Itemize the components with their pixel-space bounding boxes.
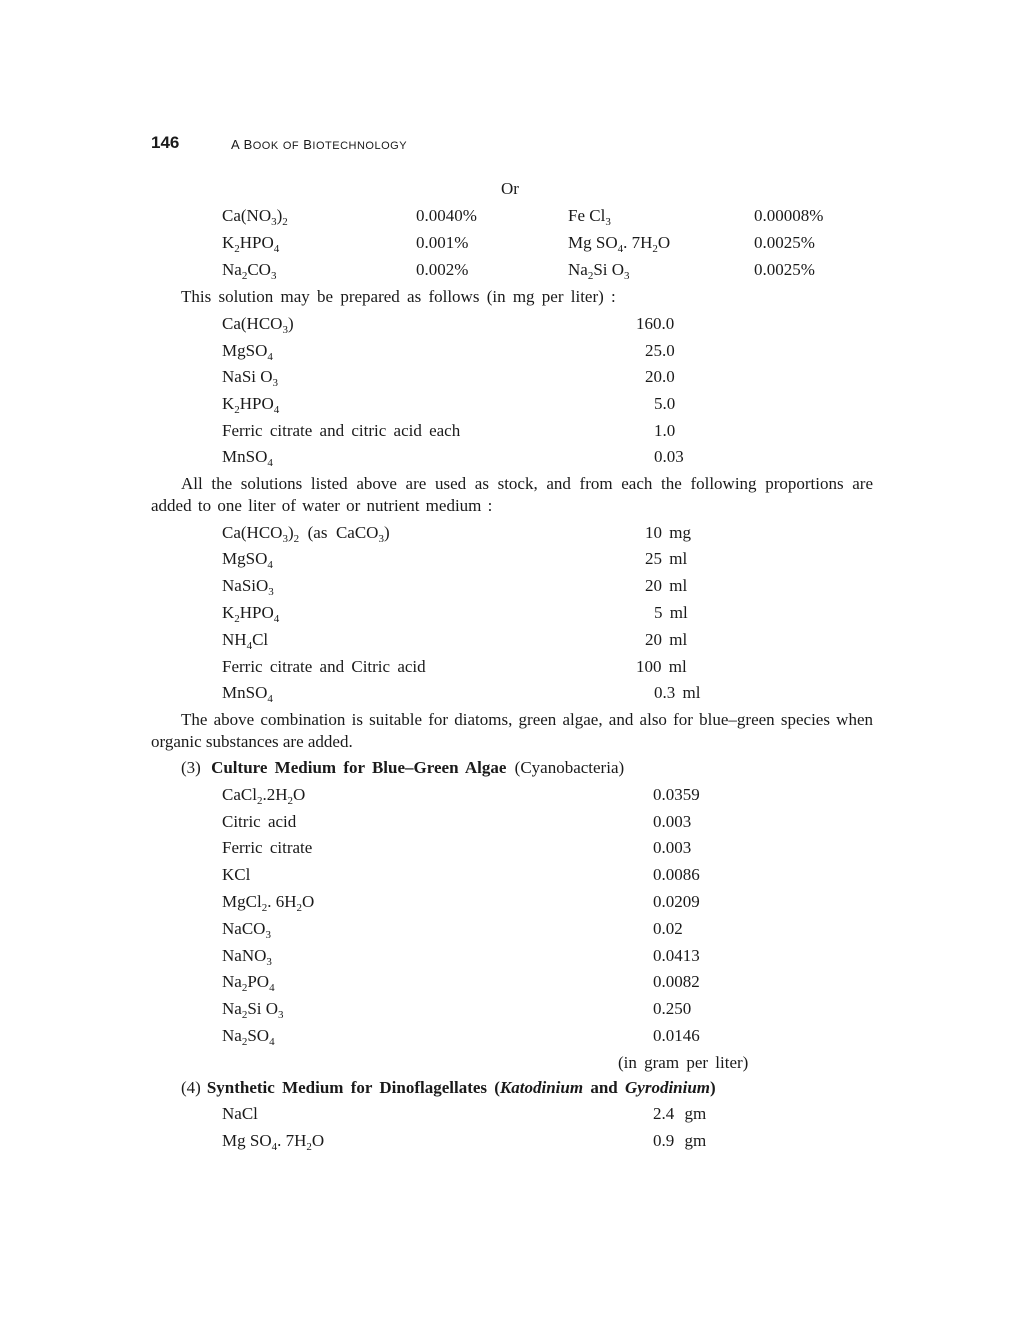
s3-value: 0.0086 xyxy=(653,865,700,884)
chem-nh4cl: $NH_4Cl$ xyxy=(222,630,269,652)
list2-value: 100 ml xyxy=(636,657,687,676)
chem-k2hpo4: $K_2HPO_4$ xyxy=(222,603,280,625)
chem-nasio3: NaSiO$_3$ xyxy=(222,576,274,598)
s3-name: Ferric citrate xyxy=(222,838,313,857)
list2-value: 10 mg xyxy=(645,523,691,542)
section-title: Synthetic Medium for Dinoflagellates ( xyxy=(206,1078,500,1097)
chem-na2sio3: $Na_2Si$ $O_3$ xyxy=(568,260,630,282)
chem-mgso4: MgSO$_4$ xyxy=(222,341,273,363)
section-number: (3) xyxy=(181,758,201,777)
list2-value: 25 ml xyxy=(645,549,688,568)
chem-fecl3: Fe $Cl_3$ xyxy=(568,206,611,228)
s3-value: 0.0413 xyxy=(653,946,700,965)
s3-value: 0.003 xyxy=(653,812,692,831)
list1-value: 160.0 xyxy=(636,314,675,333)
chem-cahco3-as-caco3: $Ca(HCO_3)_2$ (as CaCO$_3$) xyxy=(222,523,390,545)
section-3-heading xyxy=(181,758,624,778)
or-label: Or xyxy=(501,179,519,198)
close-paren: ) xyxy=(710,1078,716,1097)
s3-value: 0.250 xyxy=(653,999,692,1018)
s4-value: 2.4 gm xyxy=(653,1104,707,1123)
s4-value: 0.9 gm xyxy=(653,1131,707,1150)
s3-name: Citric acid xyxy=(222,812,297,831)
list2-value: 5 ml xyxy=(654,603,688,622)
table1-value: 0.00008% xyxy=(754,206,824,225)
chem-naco3: NaCO$_3$ xyxy=(222,919,271,941)
s3-value: 0.0082 xyxy=(653,972,700,991)
s3-value: 0.02 xyxy=(653,919,683,938)
s3-name: KCl xyxy=(222,865,251,884)
paragraph: This solution may be prepared as follows (in mg per liter) : xyxy=(181,287,616,306)
table1-value: 0.0040% xyxy=(416,206,477,225)
genus-name: Gyrodinium xyxy=(625,1078,711,1097)
chem-nasio3: NaSi $O_3$ xyxy=(222,367,279,389)
chem-mgso4-7h2o: Mg $SO_4$. $7H_2O$ xyxy=(222,1131,325,1153)
chem-k2hpo4: $K_2HPO_4$ xyxy=(222,233,280,255)
section-number: (4) xyxy=(181,1078,201,1097)
s4-name: NaCl xyxy=(222,1104,258,1123)
chem-cahco3: $Ca(HCO_3)$ xyxy=(222,314,294,336)
section-subtitle: (Cyanobacteria) xyxy=(514,758,625,777)
chem-mgcl2-6h2o: MgCl$_2$. $6H_2O$ xyxy=(222,892,315,914)
table1-value: 0.001% xyxy=(416,233,469,252)
list1-name: Ferric citrate and citric acid each xyxy=(222,421,461,440)
paragraph: All the solutions listed above are used as stock, and from each the following proportions are added to one liter of water or nutrient medium : xyxy=(151,474,873,515)
list1-value: 1.0 xyxy=(654,421,676,440)
chem-mnso4: MnSO$_4$ xyxy=(222,447,273,469)
s3-value: 0.0209 xyxy=(653,892,700,911)
table1-value: 0.002% xyxy=(416,260,469,279)
chem-cano3: $Ca(NO_3)_2$ xyxy=(222,206,288,228)
table1-value: 0.0025% xyxy=(754,233,815,252)
chem-cacl2-2h2o: $CaCl_2.2H_2O$ xyxy=(222,785,306,807)
list1-value: 25.0 xyxy=(645,341,675,360)
list2-value: 20 ml xyxy=(645,576,688,595)
genus-name: Katodinium xyxy=(499,1078,584,1097)
list2-name: Ferric citrate and Citric acid xyxy=(222,657,426,676)
page-number: 146 xyxy=(151,133,180,152)
section-title: Culture Medium for Blue–Green Algae xyxy=(211,758,507,777)
s3-value: 0.0146 xyxy=(653,1026,700,1045)
running-head: A BOOK OF BIOTECHNOLOGY xyxy=(231,137,408,152)
s3-value: 0.0359 xyxy=(653,785,700,804)
list1-value: 5.0 xyxy=(654,394,676,413)
chem-na2sio3: $Na_2Si$ $O_3$ xyxy=(222,999,284,1021)
table1-value: 0.0025% xyxy=(754,260,815,279)
s3-value: 0.003 xyxy=(653,838,692,857)
paragraph: The above combination is suitable for diatoms, green algae, and also for blue–green species when organic substances are added. xyxy=(151,710,873,751)
list1-value: 20.0 xyxy=(645,367,675,386)
chem-na2po4: $Na_2PO_4$ xyxy=(222,972,275,994)
unit-note: (in gram per liter) xyxy=(618,1053,749,1072)
chem-na2co3: $Na_2CO_3$ xyxy=(222,260,277,282)
list1-value: 0.03 xyxy=(654,447,684,466)
chem-nano3: NaNO$_3$ xyxy=(222,946,272,968)
conjunction: and xyxy=(583,1078,625,1097)
chem-mgso4: MgSO$_4$ xyxy=(222,549,273,571)
list2-value: 20 ml xyxy=(645,630,688,649)
chem-mgso4-7h2o: Mg $SO_4$. $7H_2O$ xyxy=(568,233,671,255)
chem-k2hpo4: $K_2HPO_4$ xyxy=(222,394,280,416)
chem-mnso4: MnSO$_4$ xyxy=(222,683,273,705)
section-4-heading xyxy=(181,1078,716,1098)
list2-value: 0.3 ml xyxy=(654,683,701,702)
chem-na2so4: $Na_2SO_4$ xyxy=(222,1026,275,1048)
